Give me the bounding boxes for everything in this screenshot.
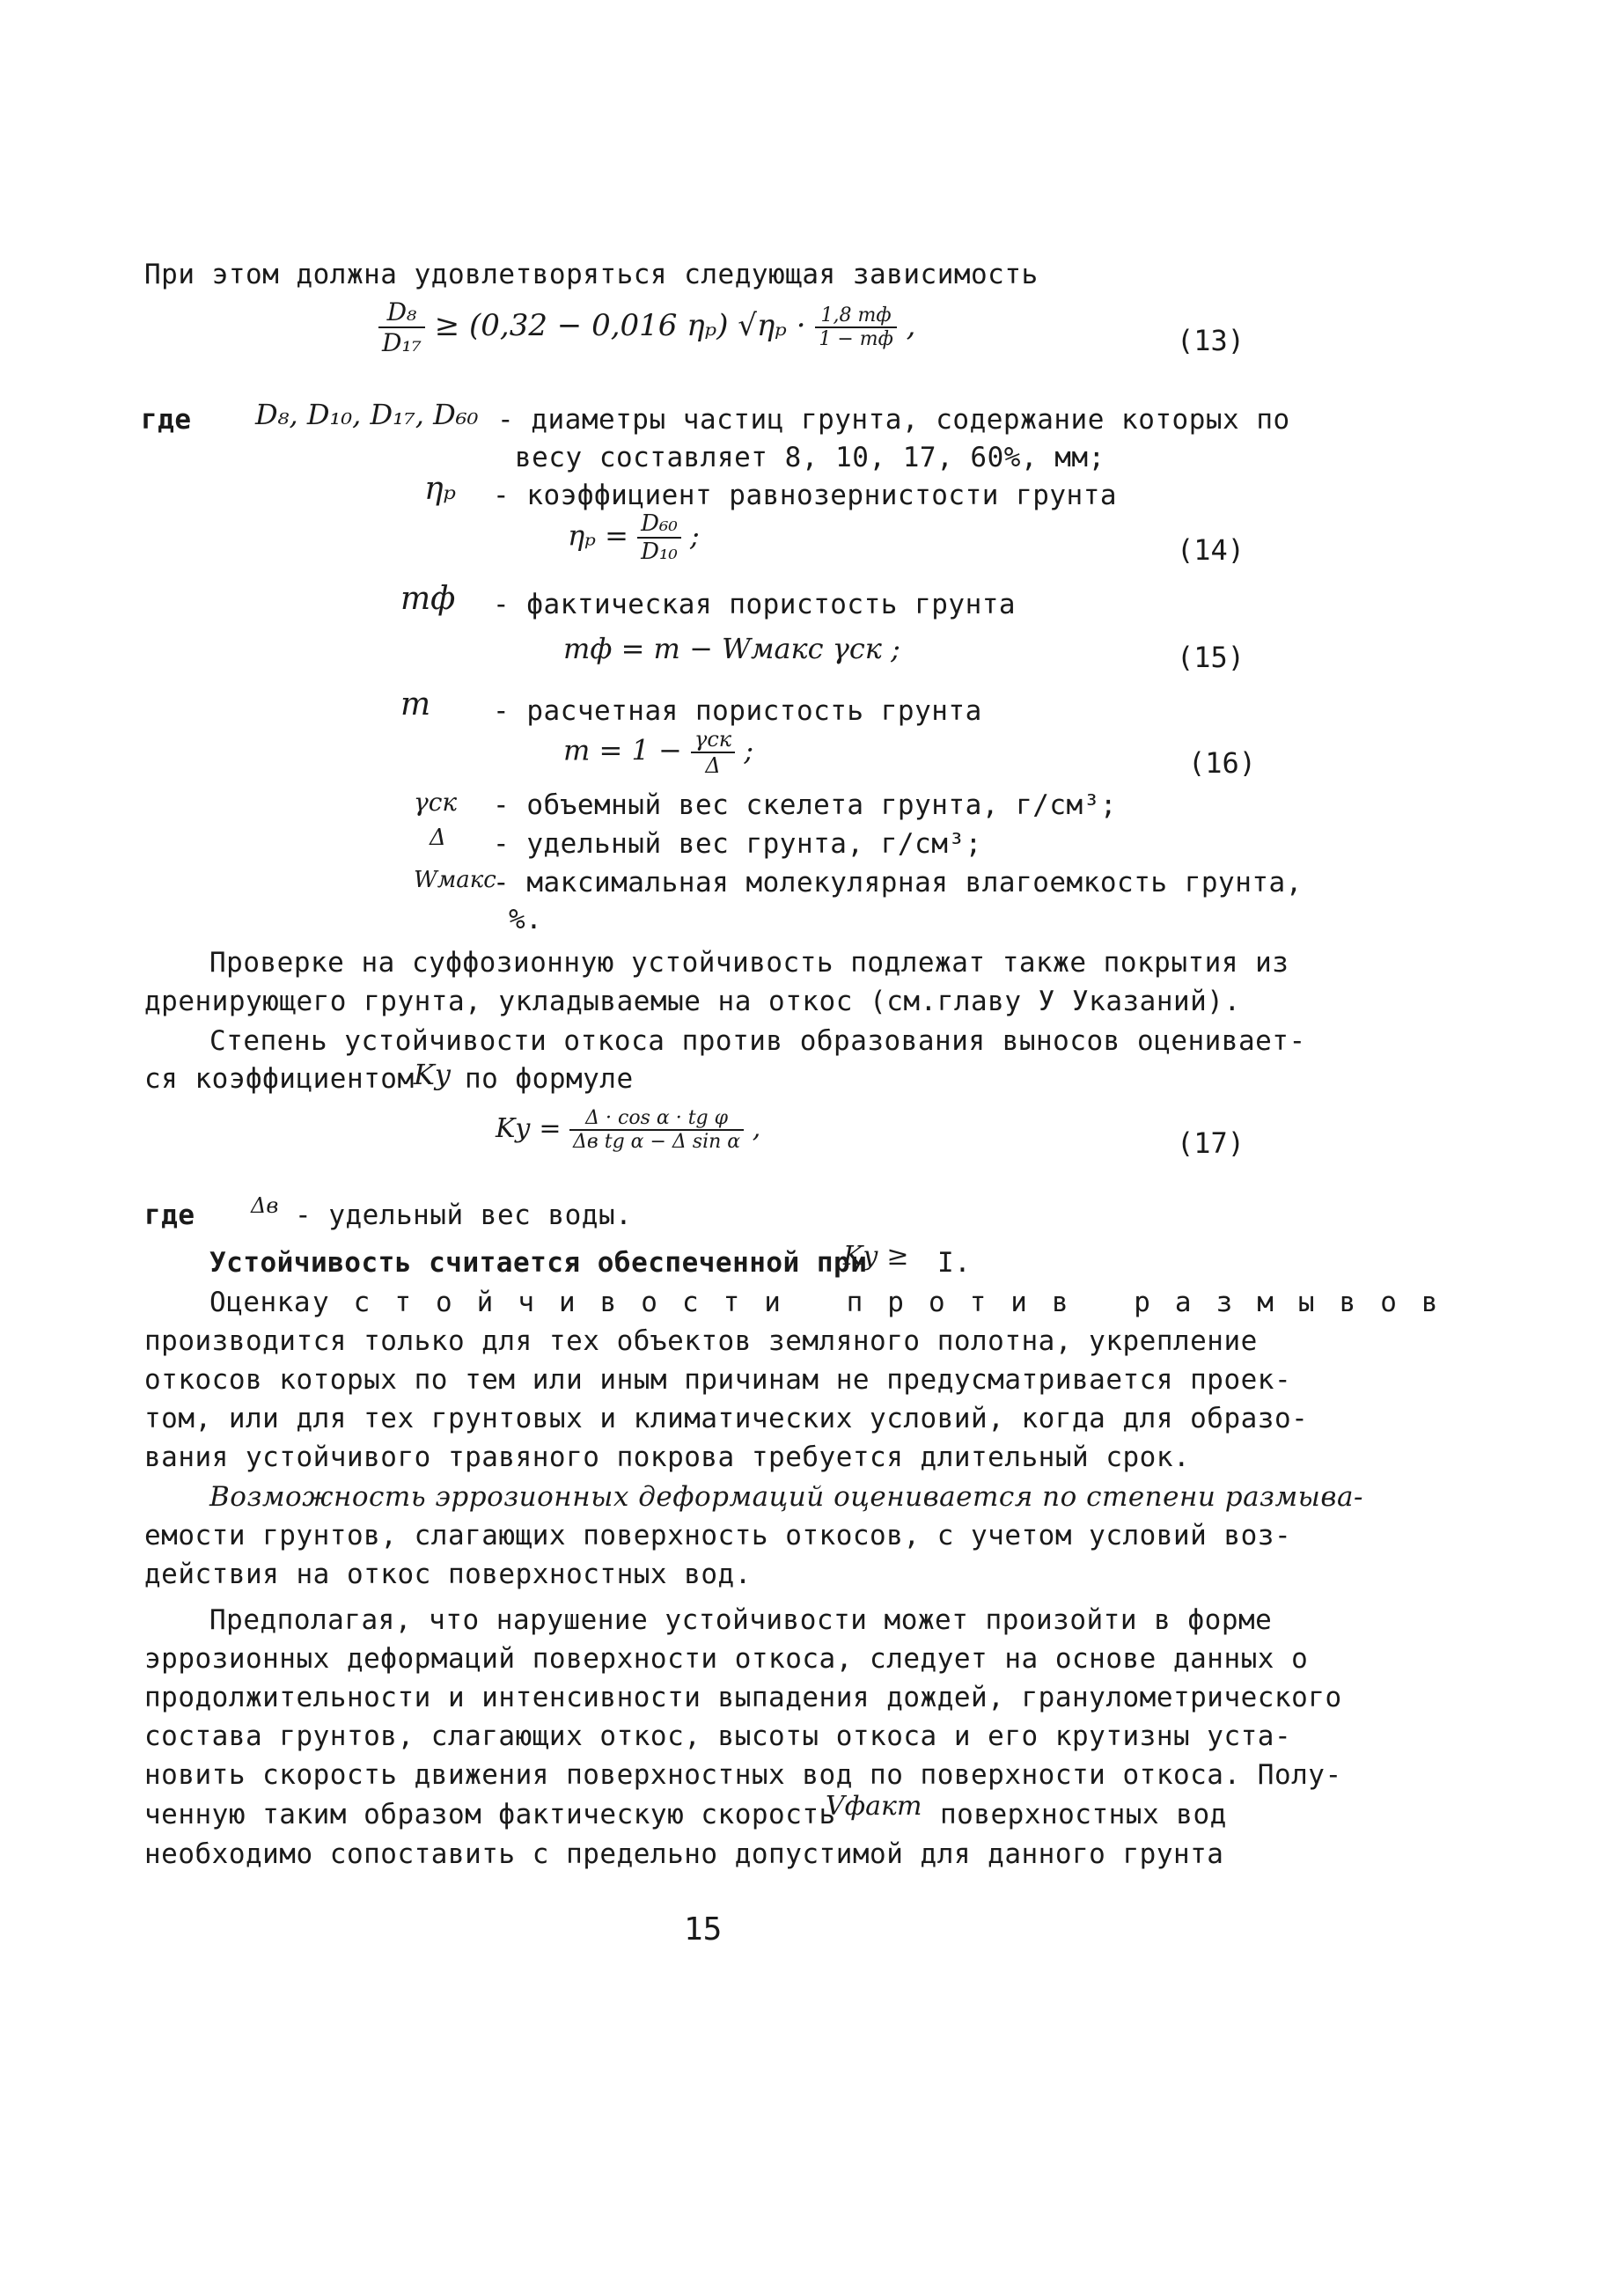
formula-17 bbox=[496, 1107, 760, 1153]
formula-14-den: D₁₀ bbox=[641, 539, 678, 565]
text-line: откосов которых по тем или иным причинам не предусматривается проек- bbox=[144, 1364, 1292, 1396]
text-line: по формуле bbox=[465, 1063, 634, 1095]
equation-number: (13) bbox=[1177, 324, 1245, 357]
formula-13-rad-num: 1,8 mф bbox=[815, 304, 897, 328]
page-number: 15 bbox=[684, 1911, 723, 1948]
formula-16 bbox=[563, 727, 753, 778]
text-line: - объемный вес скелета грунта, г/см³; bbox=[493, 789, 1118, 821]
text-line: емости грунтов, слагающих поверхность откосов, с учетом условий воз- bbox=[144, 1520, 1292, 1551]
gamma-symbol: γск bbox=[414, 788, 458, 817]
text-line: %. bbox=[509, 904, 543, 935]
formula-15: mф = m − Wмакс γск ; bbox=[563, 632, 900, 665]
text-line: весу составляет 8, 10, 17, 60%, мм; bbox=[515, 442, 1105, 473]
formula-17-comma: , bbox=[752, 1113, 761, 1144]
text-line: Возможность эррозионных деформаций оценивается по степени размыва- bbox=[209, 1481, 1363, 1513]
eta-symbol: ηₚ bbox=[424, 471, 456, 507]
formula-16-lhs: m = 1 − bbox=[563, 733, 682, 767]
text-line: поверхностных вод bbox=[940, 1799, 1227, 1830]
text-line: Проверке на суффозионную устойчивость подлежат также покрытия из bbox=[209, 947, 1289, 979]
d-symbols: D₈, D₁₀, D₁₇, D₆₀ bbox=[255, 398, 479, 431]
equation-number: (14) bbox=[1177, 533, 1245, 567]
equation-number: (16) bbox=[1188, 746, 1257, 780]
text-line: Устойчивость считается обеспеченной при bbox=[209, 1247, 868, 1279]
formula-13-lhs-den: D₁₇ bbox=[382, 328, 422, 357]
formula-13-lhs-num: D₈ bbox=[378, 297, 425, 328]
text-line: производится только для тех объектов земляного полотна, укрепление bbox=[144, 1325, 1258, 1357]
text-line: новить скорость движения поверхностных вод по поверхности откоса. Полу- bbox=[144, 1759, 1342, 1791]
text-line: том, или для тех грунтовых и климатических условий, когда для образо- bbox=[144, 1403, 1309, 1434]
text-line: - расчетная пористость грунта bbox=[493, 695, 982, 727]
text-line: продолжительности и интенсивности выпадения дождей, гранулометрического bbox=[144, 1682, 1342, 1713]
text-line: - диаметры частиц грунта, содержание которых по bbox=[497, 404, 1290, 436]
text-line: - коэффициент равнозернистости грунта bbox=[493, 480, 1118, 511]
text-line: Предполагая, что нарушение устойчивости может произойти в форме bbox=[209, 1604, 1273, 1636]
m-symbol: m bbox=[400, 686, 431, 723]
delta-symbol: Δ bbox=[430, 825, 446, 851]
text-line: дренирующего грунта, укладываемые на откос (см.главу У Указаний). bbox=[144, 986, 1241, 1017]
text-line: ся коэффициентом bbox=[144, 1063, 415, 1095]
ky-symbol: Kу bbox=[414, 1058, 452, 1091]
text-line: I. bbox=[937, 1247, 972, 1279]
text-line: Степень устойчивости откоса против образования выносов оценивает- bbox=[209, 1025, 1306, 1057]
where-label: где bbox=[144, 1199, 195, 1231]
text-line: - удельный вес грунта, г/см³; bbox=[493, 828, 982, 860]
text-line: эррозионных деформаций поверхности откоса, следует на основе данных о bbox=[144, 1643, 1309, 1675]
mf-symbol: mф bbox=[400, 581, 456, 617]
text-line: - фактическая пористость грунта bbox=[493, 589, 1017, 620]
formula-16-den: Δ bbox=[705, 753, 721, 778]
formula-14-lhs: ηₚ = bbox=[568, 518, 628, 553]
text-line: действия на откос поверхностных вод. bbox=[144, 1559, 752, 1590]
delta-w-symbol: Δв bbox=[251, 1193, 279, 1218]
text-line: ченную таким образом фактическую скорость bbox=[144, 1799, 836, 1830]
text-line: состава грунтов, слагающих откос, высоты откоса и его крутизны уста- bbox=[144, 1720, 1292, 1752]
wmax-symbol: Wмакс bbox=[414, 867, 496, 893]
where-label: где bbox=[141, 404, 192, 436]
formula-17-den: Δв tg α − Δ sin α bbox=[573, 1131, 741, 1153]
text-line: - максимальная молекулярная влагоемкость грунта, bbox=[493, 867, 1303, 899]
text-line: необходимо сопоставить с предельно допустимой для данного грунта bbox=[144, 1838, 1224, 1870]
text-line: Оценка bbox=[209, 1287, 311, 1318]
v-fact-symbol: Vфакт bbox=[826, 1791, 922, 1822]
formula-16-semicolon: ; bbox=[744, 733, 754, 767]
formula-17-lhs: Kу = bbox=[496, 1113, 562, 1144]
text-line: При этом должна удовлетворятьcя следующая зависимость bbox=[144, 259, 1039, 290]
formula-14 bbox=[568, 510, 700, 565]
formula-14-num: D₆₀ bbox=[637, 510, 681, 539]
formula-13-rhs: ≥ (0,32 − 0,016 ηₚ) √ηₚ · bbox=[434, 308, 806, 343]
formula-17-num: Δ · cos α · tg φ bbox=[569, 1107, 744, 1131]
formula-13-rad-den: 1 − mф bbox=[819, 328, 893, 350]
ky-ge-symbol: Kу ≥ bbox=[843, 1241, 909, 1272]
formula-13 bbox=[378, 297, 915, 357]
formula-13-comma: , bbox=[906, 308, 916, 343]
formula-14-semicolon: ; bbox=[690, 518, 700, 553]
formula-16-num: γск bbox=[691, 727, 735, 753]
spaced-text: устойчивости против размывов bbox=[312, 1287, 1463, 1318]
equation-number: (15) bbox=[1177, 641, 1245, 674]
text-line: - удельный вес воды. bbox=[295, 1199, 633, 1231]
text-line: вания устойчивого травяного покрова требуется длительный срок. bbox=[144, 1441, 1191, 1473]
equation-number: (17) bbox=[1177, 1126, 1245, 1160]
